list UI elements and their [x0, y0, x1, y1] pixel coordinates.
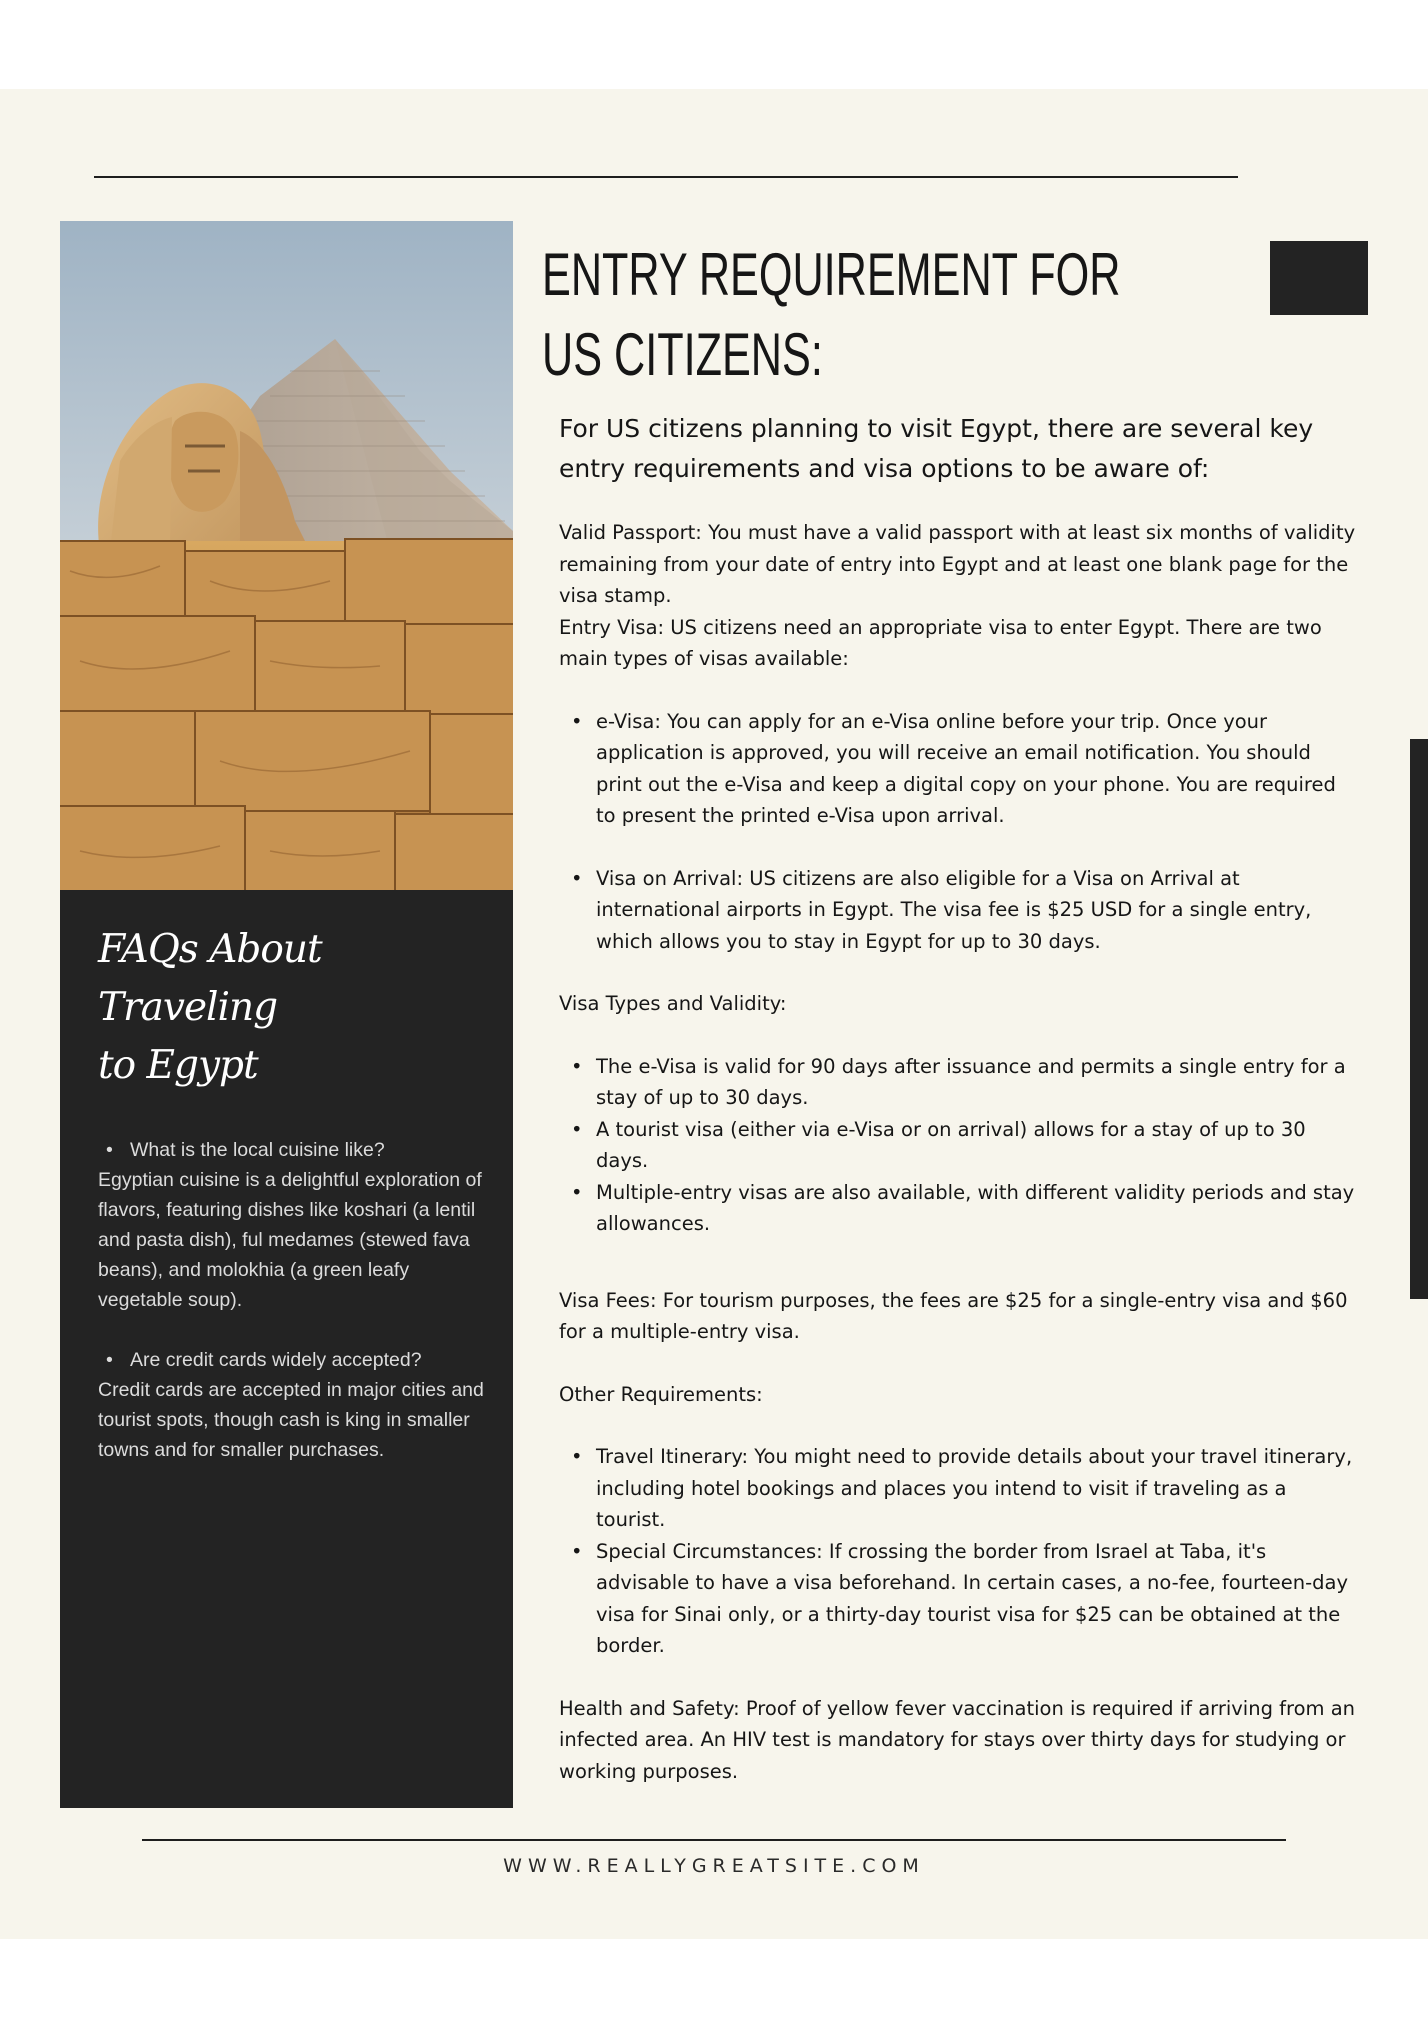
faq-sidebar: [60, 221, 513, 1808]
page-title-line: ENTRY REQUIREMENT FOR: [542, 241, 1121, 308]
top-divider: [94, 176, 1238, 178]
sphinx-pyramid-photo: [60, 221, 513, 890]
other-requirements-list: [559, 1441, 1359, 1662]
faq-answer: Credit cards are accepted in major cities and tourist spots, though cash is king in smaller towns and for smaller purchases.: [98, 1379, 484, 1461]
visa-types-heading: Visa Types and Validity:: [559, 992, 787, 1015]
list-item: • Multiple-entry visas are also available, with different validity periods and stay allowances.: [596, 1177, 1359, 1240]
edge-accent-bar: [1410, 739, 1428, 1299]
list-item: • The e-Visa is valid for 90 days after issuance and permits a single entry for a stay of up to 30 days.: [596, 1051, 1359, 1114]
main-content: [559, 409, 1359, 1787]
visa-options-list: [559, 863, 1359, 958]
page-title: [542, 235, 1121, 395]
other-requirements-heading: Other Requirements:: [559, 1382, 763, 1406]
document-page: [0, 89, 1428, 1939]
intro-paragraph: For US citizens planning to visit Egypt, there are several key entry requirements and visa options to be aware of:: [559, 414, 1314, 483]
faq-title-line: to Egypt: [98, 1043, 258, 1088]
list-item: • e-Visa: You can apply for an e-Visa online before your trip. Once your application is approved, you will receive an email notification. You should print out the e-Visa and keep a digital copy on your phone. You are required to present the printed e-Visa upon arrival.: [596, 706, 1359, 832]
visa-types-list: [559, 1051, 1359, 1240]
faq-title-line: FAQs About Traveling: [98, 927, 322, 1030]
faq-title: [98, 921, 488, 1095]
faq-item-cuisine: [98, 1135, 488, 1315]
faq-item-credit-cards: [98, 1345, 488, 1465]
website-footer: WWW.REALLYGREATSITE.COM: [503, 1855, 925, 1877]
faq-answer: Egyptian cuisine is a delightful exploration of flavors, featuring dishes like koshari (a lentil and pasta dish), ful medames (stewed fava beans), and molokhia (a green leafy vegetable soup).: [98, 1169, 482, 1311]
faq-question: • What is the local cuisine like?: [98, 1135, 488, 1165]
list-item: • Special Circumstances: If crossing the border from Israel at Taba, it's advisable to have a visa beforehand. In certain cases, a no-fee, fourteen-day visa for Sinai only, or a thirty-day tourist visa for $25 can be obtained at the border.: [596, 1536, 1359, 1662]
visa-options-list: [559, 706, 1359, 832]
title-accent-block: [1270, 241, 1368, 315]
faq-question: • Are credit cards widely accepted?: [98, 1345, 488, 1375]
list-item: • Travel Itinerary: You might need to provide details about your travel itinerary, including hotel bookings and places you intend to visit if traveling as a tourist.: [596, 1441, 1359, 1536]
entry-visa-paragraph: Entry Visa: US citizens need an appropriate visa to enter Egypt. There are two main types of visas available:: [559, 615, 1322, 670]
faq-section: [98, 921, 488, 1495]
bottom-divider: [142, 1839, 1286, 1841]
passport-paragraph: Valid Passport: You must have a valid passport with at least six months of validity remaining from your date of entry into Egypt and at least one blank page for the visa stamp.: [559, 521, 1356, 607]
page-title-line: US CITIZENS:: [542, 321, 823, 388]
health-safety-paragraph: Health and Safety: Proof of yellow fever vaccination is required if arriving from an infected area. An HIV test is mandatory for stays over thirty days for studying or working purposes.: [559, 1696, 1356, 1783]
visa-fees-paragraph: Visa Fees: For tourism purposes, the fees are $25 for a single-entry visa and $60 for a multiple-entry visa.: [559, 1288, 1348, 1343]
list-item: • A tourist visa (either via e-Visa or on arrival) allows for a stay of up to 30 days.: [596, 1114, 1359, 1177]
list-item: • Visa on Arrival: US citizens are also eligible for a Visa on Arrival at international airports in Egypt. The visa fee is $25 USD for a single entry, which allows you to stay in Egypt for up to 30 days.: [596, 863, 1359, 958]
